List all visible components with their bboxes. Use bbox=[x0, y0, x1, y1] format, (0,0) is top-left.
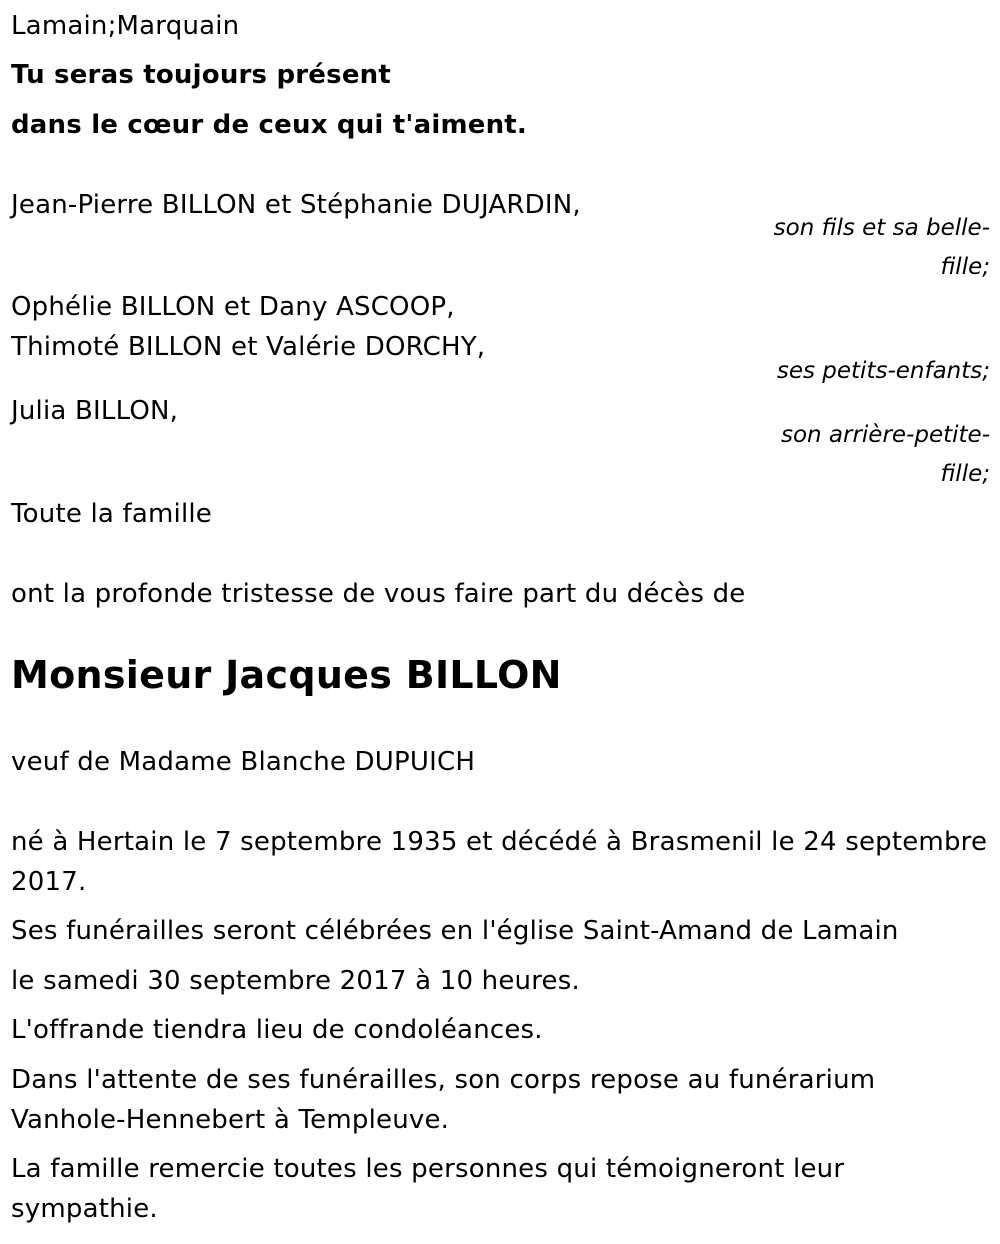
widower-line: veuf de Madame Blanche DUPUICH bbox=[11, 747, 476, 777]
quote-line-2: dans le cœur de ceux qui t'aiment. bbox=[11, 110, 527, 140]
all-family-line: Toute la famille bbox=[11, 499, 213, 529]
thanks-line: La famille remercie toutes les personnes qui témoigneront leur sympathie. bbox=[11, 1154, 845, 1224]
relation-grandchildren: ses petits-enfants; bbox=[776, 358, 990, 384]
offering-line: L'offrande tiendra lieu de condoléances. bbox=[11, 1015, 543, 1045]
quote-line-1: Tu seras toujours présent bbox=[11, 60, 391, 90]
relation-son: son fils et sa belle-fille; bbox=[773, 215, 990, 280]
rest-location-line: Dans l'attente de ses funérailles, son corps repose au funérarium Vanhole-Hennebert à Templeuve. bbox=[11, 1065, 876, 1135]
family-name-grandchild-1: Ophélie BILLON et Dany ASCOOP, bbox=[11, 292, 455, 322]
announcement-intro: ont la profonde tristesse de vous faire part du décès de bbox=[11, 579, 746, 609]
funeral-date-line: le samedi 30 septembre 2017 à 10 heures. bbox=[11, 966, 580, 996]
location-line: Lamain;Marquain bbox=[11, 11, 240, 41]
family-name-son: Jean-Pierre BILLON et Stéphanie DUJARDIN, bbox=[11, 190, 581, 220]
deceased-name: Monsieur Jacques BILLON bbox=[11, 653, 562, 697]
family-name-grandchild-2: Thimoté BILLON et Valérie DORCHY, bbox=[11, 332, 486, 362]
birth-death-line: né à Hertain le 7 septembre 1935 et décédé à Brasmenil le 24 septembre 2017. bbox=[11, 827, 988, 897]
relation-great-grandchild: son arrière-petite-fille; bbox=[780, 422, 990, 487]
funeral-location-line: Ses funérailles seront célébrées en l'église Saint-Amand de Lamain bbox=[11, 916, 899, 946]
family-name-great-grandchild: Julia BILLON, bbox=[11, 396, 179, 426]
